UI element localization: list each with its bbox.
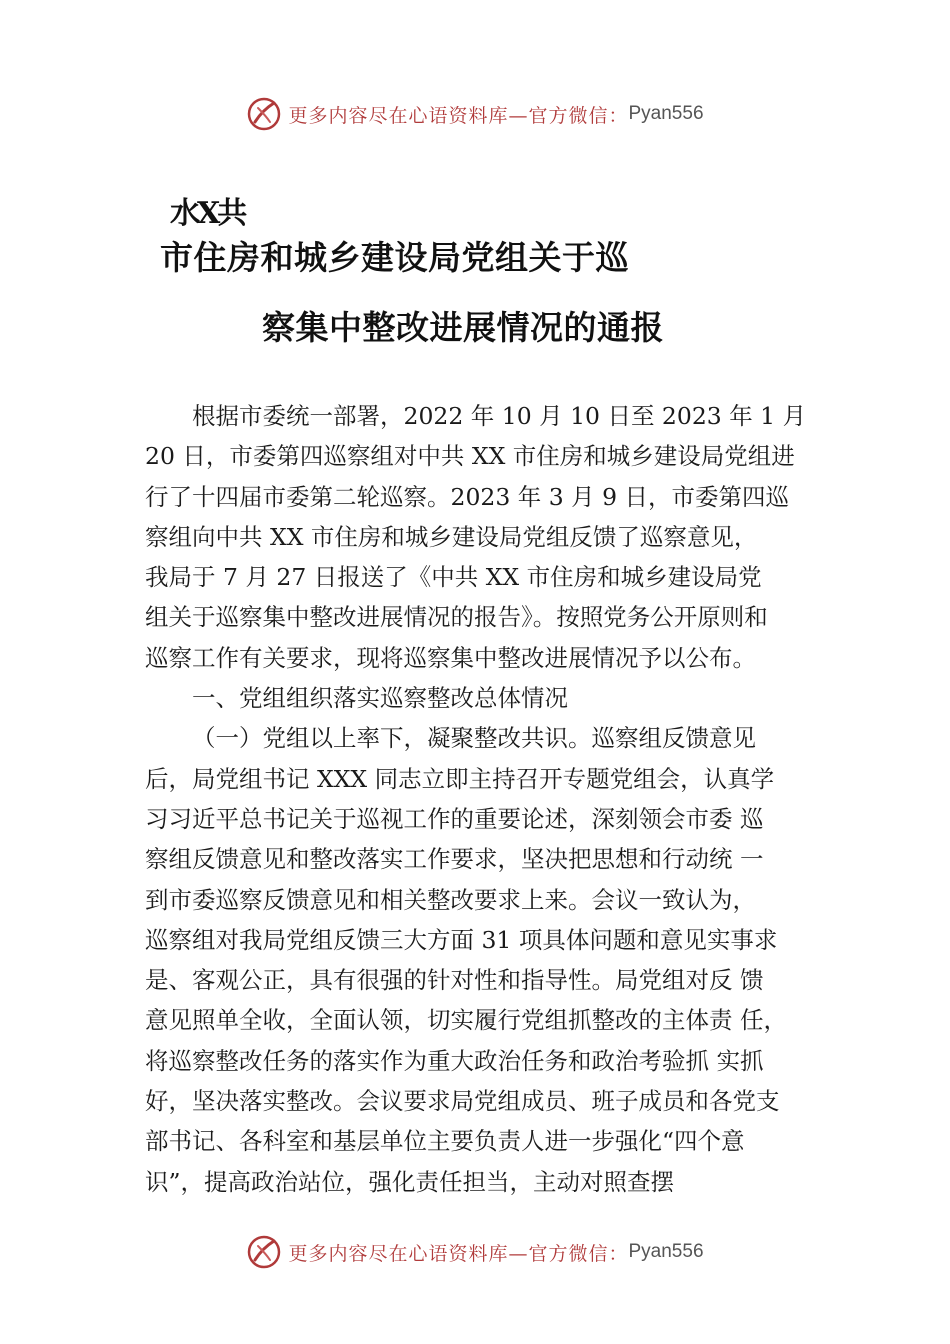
body-line: 部书记、各科室和基层单位主要负责人进一步强化“四个意 (145, 1127, 745, 1156)
document-body (145, 396, 835, 1202)
body-line: 根据市委统一部署，2022 年 10 月 10 日至 2023 年 1 月 (192, 402, 807, 430)
banner-wechat-id: Pyan556 (628, 1241, 704, 1262)
body-line: 意见照单全收，全面认领，切实履行党组抓整改的主体责 任， (145, 1006, 787, 1035)
footer-banner (0, 1232, 950, 1272)
brush-logo-icon (246, 96, 282, 132)
body-line: 组关于巡察集中整改进展情况的报告》。按照党务公开原则和 (145, 603, 768, 632)
banner-text: 更多内容尽在心语资料库—官方微信： (288, 104, 629, 127)
body-line: 巡察工作有关要求，现将巡察集中整改进展情况予以公布。 (145, 643, 756, 672)
body-line: 察组向中共 XX 市住房和城乡建设局党组反馈了巡察意见， (145, 522, 758, 551)
body-line: 20 日，市委第四巡察组对中共 XX 市住房和城乡建设局党组进 (145, 442, 795, 471)
body-line: 是、客观公正，具有很强的针对性和指导性。局党组对反 馈 (145, 966, 764, 995)
body-line: 识”，提高政治站位，强化责任担当，主动对照查摆 (145, 1167, 675, 1196)
brush-logo-icon (246, 1234, 282, 1270)
body-line: 巡察组对我局党组反馈三大方面 31 项具体问题和意见实事求 (145, 925, 778, 954)
body-line: 行了十四届市委第二轮巡察。2023 年 3 月 9 日，市委第四巡 (145, 482, 790, 511)
document-corner-label: 水X共 (170, 196, 245, 231)
body-line: 到市委巡察反馈意见和相关整改要求上来。会议一致认为， (145, 885, 756, 914)
body-line: （一）党组以上率下，凝聚整改共识。巡察组反馈意见 (192, 724, 756, 753)
body-line: 将巡察整改任务的落实作为重大政治任务和政治考验抓 实抓 (145, 1046, 764, 1075)
document-title-line-2: 察集中整改进展情况的通报 (262, 308, 664, 347)
body-line: 好，坚决落实整改。会议要求局党组成员、班子成员和各党支 (145, 1087, 780, 1116)
document-title-line-1: 市住房和城乡建设局党组关于巡 (160, 238, 629, 277)
body-line: 习习近平总书记关于巡视工作的重要论述，深刻领会市委 巡 (145, 804, 764, 833)
banner-text: 更多内容尽在心语资料库—官方微信： (288, 1242, 629, 1265)
body-line: 我局于 7 月 27 日报送了《中共 XX 市住房和城乡建设局党 (145, 563, 762, 592)
section-heading: 一、党组组织落实巡察整改总体情况 (192, 684, 568, 713)
header-banner (0, 94, 950, 134)
body-line: 察组反馈意见和整改落实工作要求，坚决把思想和行动统 一 (145, 845, 764, 874)
body-line: 后，局党组书记 XXX 同志立即主持召开专题党组会，认真学 (145, 764, 775, 793)
banner-wechat-id: Pyan556 (628, 103, 704, 124)
